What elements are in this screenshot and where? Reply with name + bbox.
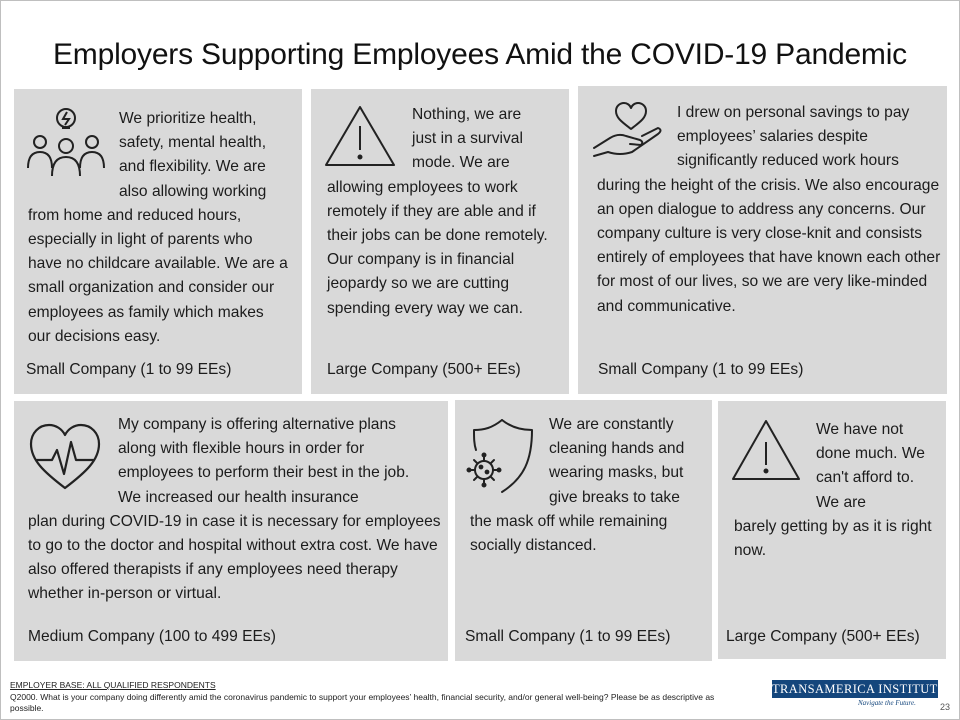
survey-question: Q2000. What is your company doing differently amid the coronavirus pandemic to support your employees’ health, financial security, and/or general well-being? Please be as descriptive as possible. [10, 692, 715, 713]
transamerica-logo: TRANSAMERICA INSTITUTE [772, 682, 946, 696]
quote-text-2-bottom: allowing employees to work remotely if they are able and if their jobs can be done remotely. Our company is in financial jeopardy so we are cutting spending every way we can. [327, 178, 548, 317]
quote-text-1-bottom: from home and reduced hours, especially in light of parents who have no childcare available. We are a small organization and consider our employees as family which makes our decisions easy. [28, 206, 288, 345]
quote-text-5-bottom: the mask off while remaining socially distanced. [470, 512, 668, 555]
quote-text-4 [28, 413, 446, 607]
quote-text-3-bottom: during the height of the crisis. We also encourage an open dialogue to address any concerns. Our company culture is very close-knit and consists entirely of employees that have known each other for most of our lives, so we are very like-minded and communicative. [597, 176, 941, 315]
quote-text-5 [470, 413, 705, 558]
quote-text-4-bottom: plan during COVID-19 in case it is necessary for employees to go to the doctor and hospital without extra cost. We have also offered therapists if any employees need therapy whether in-person or virtual. [28, 512, 441, 603]
quote-text-1 [28, 107, 290, 349]
quote-text-6 [734, 418, 942, 563]
page-number: 23 [940, 702, 951, 712]
quote-text-3-top: I drew on personal savings to pay employees’ salaries despite significantly reduced work hours [677, 104, 910, 170]
slide-title: Employers Supporting Employees Amid the COVID-19 Pandemic [52, 38, 907, 71]
quote-text-3 [597, 101, 942, 319]
logo-tagline: Navigate the Future. [858, 699, 916, 707]
company-size-1: Small Company (1 to 99 EEs) [26, 361, 232, 378]
company-size-2: Large Company (500+ EEs) [327, 361, 521, 378]
employer-base-note: EMPLOYER BASE: ALL QUALIFIED RESPONDENTS [10, 680, 216, 690]
quote-text-6-bottom: barely getting by as it is right now. [734, 517, 932, 560]
company-size-4: Medium Company (100 to 499 EEs) [28, 628, 276, 645]
quote-text-6-top: We have not done much. We can't afford to. We are [816, 421, 925, 511]
quote-text-1-top: We prioritize health, safety, mental health, and flexibility. We are also allowing working [119, 110, 267, 200]
quote-text-4-top: My company is offering alternative plans along with flexible hours in order for employees to perform their best in the job. We increased our health insurance [118, 416, 410, 506]
company-size-3: Small Company (1 to 99 EEs) [598, 361, 804, 378]
quote-text-2 [327, 103, 559, 321]
quote-text-5-top: We are constantly cleaning hands and wearing masks, but give breaks to take [549, 416, 685, 506]
company-size-6: Large Company (500+ EEs) [726, 628, 920, 645]
quote-text-2-top: Nothing, we are just in a survival mode. We are [412, 106, 523, 172]
company-size-5: Small Company (1 to 99 EEs) [465, 628, 671, 645]
